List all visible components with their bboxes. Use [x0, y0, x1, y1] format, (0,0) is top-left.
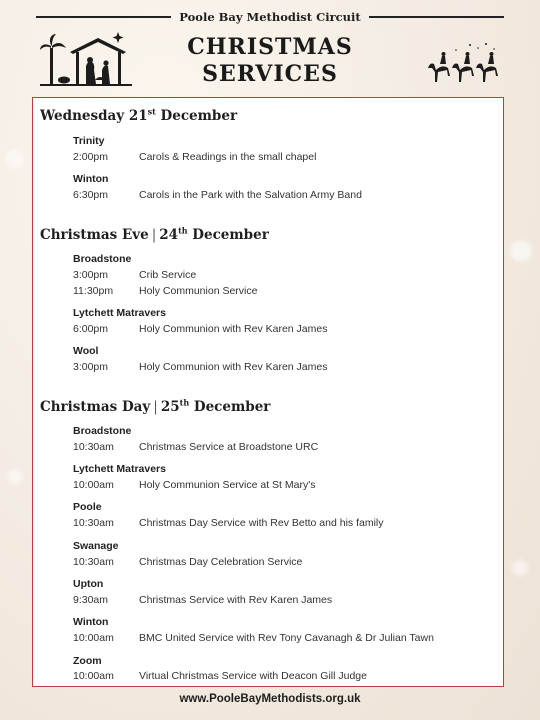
header-rule-left — [36, 16, 171, 18]
service-desc: Holy Communion with Rev Karen James — [139, 323, 328, 335]
bokeh-light — [512, 560, 528, 576]
day-heading-ordinal: th — [178, 225, 188, 236]
circuit-header — [36, 9, 504, 25]
service-desc: Carols in the Park with the Salvation Army Band — [139, 189, 362, 201]
service-row — [73, 556, 302, 568]
title-line-1: CHRISTMAS — [187, 34, 353, 60]
service-time: 10:30am — [73, 556, 114, 568]
church-name: Broadstone — [73, 253, 132, 265]
bokeh-light — [510, 240, 532, 262]
page-title — [140, 34, 400, 88]
heading-divider: | — [151, 227, 157, 243]
day-heading-name: Christmas Day — [40, 399, 151, 415]
service-desc: Christmas Day Service with Rev Betto and his family — [139, 517, 384, 529]
service-time: 10:30am — [73, 517, 114, 529]
service-time: 6:30pm — [73, 189, 109, 201]
service-row — [73, 361, 328, 373]
header-rule-right — [369, 16, 504, 18]
service-time: 6:00pm — [73, 323, 109, 335]
day-heading-date: Wednesday 21 — [40, 108, 148, 124]
service-row — [73, 285, 257, 297]
service-time: 10:00am — [73, 670, 114, 682]
service-desc: Virtual Christmas Service with Deacon Gill Judge — [139, 670, 367, 682]
service-desc: Christmas Day Celebration Service — [139, 556, 303, 568]
service-time: 9:30am — [73, 594, 109, 606]
nativity-icon — [40, 30, 132, 86]
service-desc: Crib Service — [139, 269, 197, 281]
title-line-2: SERVICES — [202, 61, 338, 87]
church-name: Swanage — [73, 540, 119, 552]
circuit-name: Poole Bay Methodist Circuit — [179, 10, 361, 24]
church-name: Winton — [73, 173, 109, 185]
church-name: Lytchett Matravers — [73, 307, 166, 319]
day-heading-ordinal: th — [179, 397, 190, 408]
bokeh-light — [6, 150, 24, 168]
day-heading-month: December — [192, 227, 269, 243]
day-heading-ordinal: st — [147, 106, 156, 117]
service-row — [73, 189, 362, 201]
day-heading-wednesday — [40, 108, 237, 124]
service-row — [73, 479, 315, 491]
service-time: 2:00pm — [73, 151, 109, 163]
service-desc: Holy Communion with Rev Karen James — [139, 361, 328, 373]
church-name: Lytchett Matravers — [73, 463, 166, 475]
bokeh-light — [8, 470, 22, 484]
day-heading-month: December — [160, 108, 238, 124]
service-time: 11:30pm — [73, 285, 114, 297]
service-desc: BMC United Service with Rev Tony Cavanagh & Dr Julian Tawn — [139, 632, 434, 644]
service-desc: Carols & Readings in the small chapel — [139, 151, 317, 163]
church-name: Wool — [73, 345, 99, 357]
website-url: www.PooleBayMethodists.org.uk — [179, 693, 361, 705]
service-desc: Holy Communion Service at St Mary's — [139, 479, 316, 491]
church-name: Broadstone — [73, 425, 132, 437]
service-time: 10:30am — [73, 441, 114, 453]
services-card — [32, 97, 504, 687]
service-time: 3:00pm — [73, 361, 109, 373]
church-name: Trinity — [73, 135, 105, 147]
heading-divider: | — [153, 399, 158, 415]
church-name: Zoom — [73, 655, 102, 667]
service-row — [73, 269, 196, 281]
service-row — [73, 517, 384, 529]
day-heading-date: 24 — [159, 227, 179, 243]
service-desc: Holy Communion Service — [139, 285, 258, 297]
service-row — [73, 441, 318, 453]
service-desc: Christmas Service with Rev Karen James — [139, 594, 333, 606]
day-heading-date: 25 — [160, 399, 180, 415]
day-heading-name: Christmas Eve — [40, 227, 149, 243]
service-row — [73, 323, 328, 335]
service-row — [73, 151, 316, 163]
service-time: 10:00am — [73, 479, 114, 491]
service-row — [73, 632, 434, 644]
church-name: Upton — [73, 578, 104, 590]
service-time: 10:00am — [73, 632, 114, 644]
day-heading-christmas-day — [40, 399, 270, 415]
service-time: 3:00pm — [73, 269, 109, 281]
wise-men-camels-icon — [426, 42, 502, 84]
service-row — [73, 670, 367, 682]
church-name: Poole — [73, 501, 102, 513]
service-row — [73, 594, 332, 606]
service-desc: Christmas Service at Broadstone URC — [139, 441, 319, 453]
day-heading-month: December — [193, 399, 271, 415]
day-heading-christmas-eve — [40, 227, 269, 243]
church-name: Winton — [73, 616, 109, 628]
